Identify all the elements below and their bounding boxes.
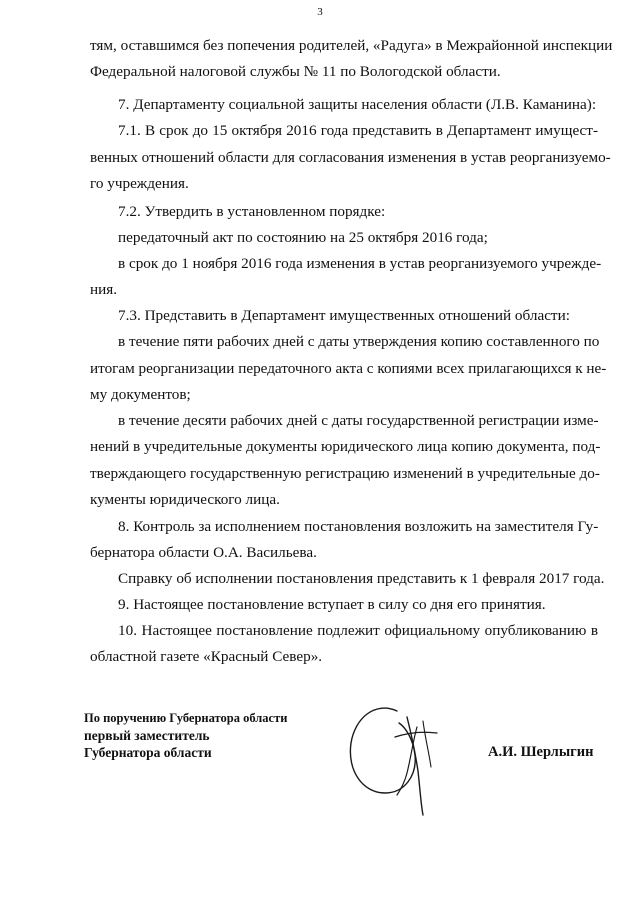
text-line-12: в течение пяти рабочих дней с даты утверждения копию составленного по — [118, 333, 600, 350]
text-line-8: передаточный акт по состоянию на 25 октября 2016 года; — [118, 229, 488, 246]
text-line-15: в течение десяти рабочих дней с даты государственной регистрации изме- — [118, 412, 599, 429]
signature-position-line3: Губернатора области — [84, 745, 212, 760]
text-line-3: 7. Департаменту социальной защиты населения области (Л.В. Каманина): — [118, 96, 597, 113]
signature-position-line1: По поручению Губернатора области — [84, 711, 288, 725]
text-line-22: 9. Настоящее постановление вступает в силу со дня его принятия. — [118, 596, 546, 613]
text-line-20: бернатора области О.А. Васильева. — [90, 544, 317, 561]
text-line-16: нений в учредительные документы юридического лица копию документа, под- — [90, 438, 601, 455]
text-line-17: тверждающего государственную регистрацию изменений в учредительные до- — [90, 465, 600, 482]
text-line-10: ния. — [90, 281, 118, 298]
handwritten-signature — [335, 693, 450, 823]
signature-position-line2: первый заместитель — [84, 728, 210, 743]
text-line-1: тям, оставшимся без попечения родителей, «Радуга» в Межрайонной инспекции — [90, 37, 613, 54]
text-line-6: го учреждения. — [90, 175, 189, 192]
text-line-5: венных отношений области для согласования изменения в устав реорганизуемо- — [90, 149, 611, 166]
signatory-name: А.И. Шерлыгин — [488, 744, 594, 760]
text-line-24: областной газете «Красный Север». — [90, 648, 323, 665]
text-line-11: 7.3. Представить в Департамент имущественных отношений области: — [118, 307, 570, 324]
text-line-23: 10. Настоящее постановление подлежит официальному опубликованию в — [118, 622, 598, 639]
text-line-18: кументы юридического лица. — [90, 491, 280, 508]
text-line-7: 7.2. Утвердить в установленном порядке: — [118, 203, 386, 220]
page-number: 3 — [317, 6, 323, 18]
text-line-4: 7.1. В срок до 15 октября 2016 года представить в Департамент имущест- — [118, 122, 598, 139]
text-line-9: в срок до 1 ноября 2016 года изменения в устав реорганизуемого учрежде- — [118, 255, 602, 272]
text-line-21: Справку об исполнении постановления представить к 1 февраля 2017 года. — [118, 570, 605, 587]
text-line-14: му документов; — [90, 386, 191, 403]
text-line-13: итогам реорганизации передаточного акта с копиями всех прилагающихся к не- — [90, 360, 607, 377]
text-line-2: Федеральной налоговой службы № 11 по Вологодской области. — [90, 63, 501, 80]
text-line-19: 8. Контроль за исполнением постановления возложить на заместителя Гу- — [118, 518, 599, 535]
